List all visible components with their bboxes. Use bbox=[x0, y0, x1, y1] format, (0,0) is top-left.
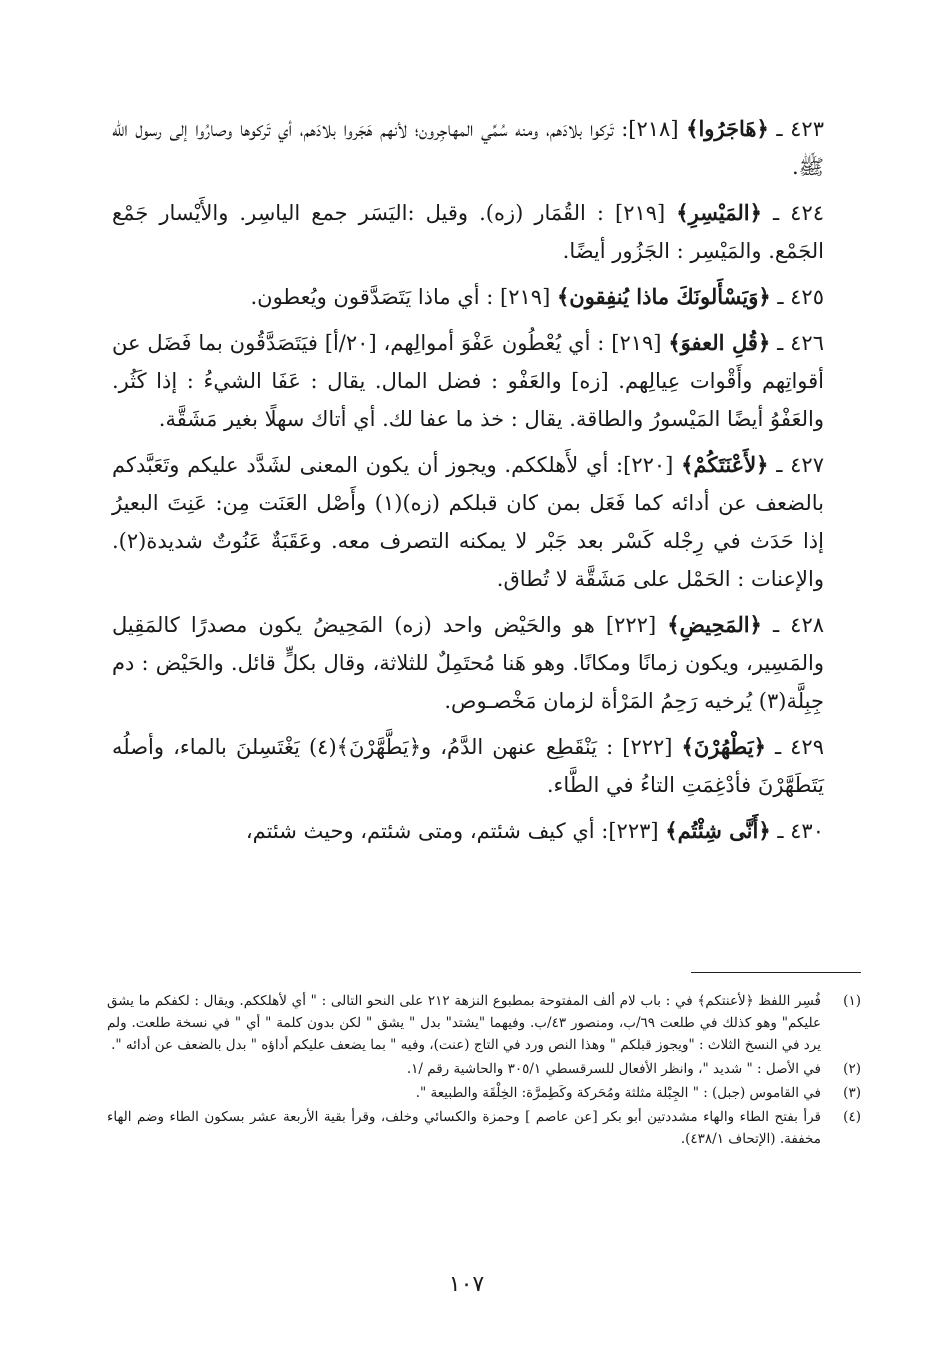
entry-text: [٢٢٢] هو والحَيْض واحد (زه) المَحِيضُ يكون مصدرًا كالمَقِيل والمَسِير، ويكون زمانًا ومكانًا. وهو هَنا مُحتَمِلٌ للثلاثة، وقال بكلٍّ قائل. والحَيْض : دم جِبِلَّة(٣) يُرخيه رَحِمُ المَرْأة لزمان مَخْصـوص. bbox=[112, 613, 824, 713]
entry-headword: ﴿لأَعْنَتَكُمْ﴾ bbox=[681, 452, 769, 477]
footnote-2 bbox=[107, 1058, 861, 1080]
entry-text: [٢١٨]: تَركوا بلادَهم، ومنه سُمِّي المهاجِرون؛ لأنهم هَجَروا بلادَهم، أي تَركوها وصارُوا إلى رسول الله ﷺ. bbox=[112, 117, 824, 179]
entry-text: [٢٢٣]: أي كيف شئتم، ومتى شئتم، وحيث شئتم، bbox=[245, 819, 659, 843]
footnote-text: في القاموس (جبل) : " الجِبْلة مثلثة ومُحَركة وكَطِمرَّة: الخِلْقَة والطبيعة ". bbox=[415, 1085, 821, 1101]
entry-headword: ﴿قُلِ العفوَ﴾ bbox=[668, 330, 771, 355]
entry-text: [٢١٩] : القُمَار (زه). وقيل :اليَسَر جمع الياسِر. والأَيْسار جَمْع الجَمْع. والمَيْسِر : الجَزُور أيضًا. bbox=[112, 201, 824, 263]
page-number: ١٠٧ bbox=[448, 1272, 485, 1297]
entry-number: ٤٢٧ ـ bbox=[776, 453, 824, 477]
footnote-4 bbox=[107, 1106, 861, 1150]
entry-423 bbox=[112, 110, 824, 186]
entry-424 bbox=[112, 194, 824, 270]
main-text bbox=[112, 110, 824, 858]
entry-number: ٤٢٣ ـ bbox=[776, 117, 824, 141]
footnote-number: (١) bbox=[843, 993, 861, 1009]
footnote-text: قرأ بفتح الطاء والهاء مشددتين أبو بكر [عن عاصم ] وحمزة والكسائي وخلف، وقرأ بقية الأربعة عشر بسكون الطاء وضم الهاء مخففة. (الإتحاف ٤٣٨/١). bbox=[107, 1109, 821, 1147]
entry-headword: ﴿وَيَسْأَلونَكَ ماذا يُنفِقون﴾ bbox=[556, 284, 771, 309]
entry-headword: ﴿هَاجَرُوا﴾ bbox=[686, 116, 769, 141]
footnote-number: (٢) bbox=[843, 1061, 861, 1077]
entry-text: [٢١٩] : أي ماذا يَتَصَدَّقون ويُعطون. bbox=[250, 285, 551, 309]
entry-text: [٢٢٠]: أي لأَهلككم. ويجوز أن يكون المعنى لشَدَّد عليكم وتَعَبَّدكم بالضعف عن أدائه كما فَعَل بمن كان قبلكم (زه)(١) وأَصْل العَنَت مِن: عَنِتَ البعيرُ إذا حَدَث في رِجْله كَسْر بعد جَبْر لا يمكنه التصرف معه. وعَقَبَةٌ عَنُوتٌ شديدة(٢). والإعنات : الحَمْل على مَشَقَّة لا تُطاق. bbox=[112, 453, 824, 591]
entry-headword: ﴿المَحِيضِ﴾ bbox=[667, 612, 762, 637]
entry-headword: ﴿المَيْسِرِ﴾ bbox=[676, 200, 762, 225]
footnotes bbox=[107, 990, 861, 1152]
entry-number: ٤٢٨ ـ bbox=[772, 613, 825, 637]
footnote-1 bbox=[107, 990, 861, 1056]
entry-427 bbox=[112, 446, 824, 598]
footnote-number: (٣) bbox=[843, 1085, 861, 1101]
entry-text: [٢١٩] : أي يُعْطُون عَفْوَ أموالِهم، [٢٠/أ] فيَتَصَدَّقُون بما فَضَل عن أقواتِهم وأَقْوات عِيالِهم. [زه] والعَفْو : فضل المال. يقال : عَفَا الشيءُ : إذا كَثُر. والعَفْوُ أيضًا المَيْسورُ والطاقة. يقال : خذ ما عفا لك. أي أتاك سهلًا بغير مَشَقَّة. bbox=[112, 331, 824, 431]
entry-429 bbox=[112, 728, 824, 804]
footnote-3 bbox=[107, 1082, 861, 1104]
entry-number: ٤٢٦ ـ bbox=[777, 331, 824, 355]
entry-number: ٤٢٩ ـ bbox=[774, 735, 824, 759]
entry-headword: ﴿أَنَّى شِئْتُم﴾ bbox=[665, 818, 771, 843]
footnote-text: فُسِر اللفظ ﴿لأعنتكم﴾ في : باب لام ألف المفتوحة بمطبوع النزهة ٢١٢ على النحو التالى : " أي لأهلككم. ويقال : لكفكم ما يشق عليكم" وهو كذلك في طلعت ٦٩/ب، ومنصور ٤٣/ب. وفيهما "يشتد" بدل " يشق " لكن بدون كلمة " أي " في نسخة طلعت. ولم يرد في النسخ الثلاث : "ويجوز قبلكم " وهذا النص ورد في التاج (عنت)، وفيه " بما يضعف عليكم أداؤه " بدل بالضعف عن أدائه ". bbox=[107, 993, 821, 1053]
entry-number: ٤٣٠ ـ bbox=[777, 819, 824, 843]
entry-430 bbox=[112, 812, 824, 850]
entry-number: ٤٢٤ ـ bbox=[772, 201, 825, 225]
entry-number: ٤٢٥ ـ bbox=[777, 285, 824, 309]
entry-headword: ﴿يَطْهُرْنَ﴾ bbox=[681, 734, 766, 759]
footnote-divider bbox=[691, 972, 861, 973]
footnote-text: في الأصل : " شديد "، وانظر الأفعال للسرقسطي ٣٠٥/١ والحاشية رقم /١. bbox=[406, 1061, 821, 1077]
footnote-number: (٤) bbox=[843, 1109, 861, 1125]
entry-428 bbox=[112, 606, 824, 720]
entry-425 bbox=[112, 278, 824, 316]
entry-text: [٢٢٢] : يَنْقَطِع عنهن الدَّمُ، و﴿يَطَّهَّرْنَ﴾(٤) يَغْتَسِلنَ بالماء، وأصلُه يَتَطَهَّرْنَ فأدْغِمَتِ التاءُ في الطَّاء. bbox=[112, 735, 824, 797]
entry-426 bbox=[112, 324, 824, 438]
